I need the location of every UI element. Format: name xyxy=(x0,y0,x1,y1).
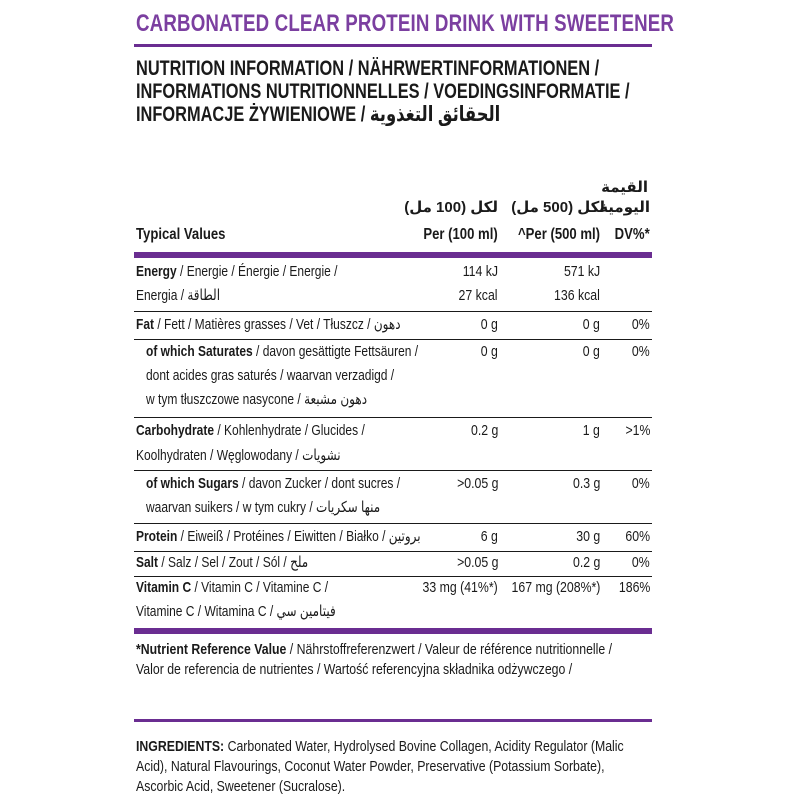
ingredients: INGREDIENTS: Carbonated Water, Hydrolysed Bovine Collagen, Acidity Regulator (Malic Acid), Natural Flavourings, Coconut Water Powder, Preservative (Potassium Sorbate), Ascorbic Acid, Sweetener (Sucralose). xyxy=(136,738,624,795)
row-separator xyxy=(134,523,652,524)
vitamin-c-500: 167 mg (208%*) xyxy=(511,579,600,596)
per100-header: Per (100 ml) xyxy=(423,226,498,243)
heading-line-3: INFORMACJE ŻYWIENIOWE / الحقائق التغذوية xyxy=(136,103,501,126)
energy-kj-100: 114 kJ xyxy=(462,263,498,280)
salt-100: >0.05 g xyxy=(456,554,498,571)
product-title: CARBONATED CLEAR PROTEIN DRINK WITH SWEETENER xyxy=(136,10,675,37)
protein-label: Protein / Eiweiß / Protéines / Eiwitten / Białko / بروتين xyxy=(136,528,421,545)
saturates-label-2: dont acides gras saturés / waarvan verzadigd / xyxy=(146,367,395,384)
heading-line-2: INFORMATIONS NUTRITIONNELLES / VOEDINGSINFORMATIE / xyxy=(136,80,630,103)
protein-dv: 60% xyxy=(625,528,650,545)
protein-500: 30 g xyxy=(576,528,600,545)
sugars-500: 0.3 g xyxy=(572,475,600,492)
dv-arabic-header-1: القيمة xyxy=(601,179,648,196)
fat-dv: 0% xyxy=(632,316,650,333)
per100-arabic-header: لكل (100 مل) xyxy=(404,199,498,216)
energy-kcal-100: 27 kcal xyxy=(459,287,498,304)
saturates-label: of which Saturates / davon gesättigte Fettsäuren / xyxy=(146,343,419,360)
sugars-dv: 0% xyxy=(632,475,650,492)
typical-values-header: Typical Values xyxy=(136,226,226,243)
heading-line-1: NUTRITION INFORMATION / NÄHRWERTINFORMATIONEN / xyxy=(136,57,600,80)
dv-header: DV%* xyxy=(614,226,650,243)
fat-100: 0 g xyxy=(480,316,498,333)
row-separator xyxy=(134,470,652,471)
carbohydrate-label: Carbohydrate / Kohlenhydrate / Glucides / xyxy=(136,422,365,439)
vitamin-c-label-2: Vitamine C / Witamina C / فيتامين سي xyxy=(136,603,336,620)
per500-arabic-header: لكل (500 مل) xyxy=(511,199,605,216)
protein-100: 6 g xyxy=(480,528,498,545)
sugars-100: >0.05 g xyxy=(456,475,498,492)
saturates-500: 0 g xyxy=(582,343,600,360)
vitamin-c-label: Vitamin C / Vitamin C / Vitamine C / xyxy=(136,579,329,596)
nrv-note: *Nutrient Reference Value / Nährstoffreferenzwert / Valeur de référence nutritionnelle / Valor de referencia de nutrientes / Wartość referencyjna składnika odżywczego / xyxy=(136,641,613,678)
carbohydrate-100: 0.2 g xyxy=(470,422,498,439)
carbohydrate-dv: >1% xyxy=(625,422,650,439)
ingredients-rule xyxy=(134,719,652,722)
row-separator xyxy=(134,417,652,418)
salt-label: Salt / Salz / Sel / Zout / Sól / ملح xyxy=(136,554,309,571)
vitamin-c-dv: 186% xyxy=(618,579,650,596)
saturates-dv: 0% xyxy=(632,343,650,360)
title-rule xyxy=(134,44,652,47)
sugars-label-2: waarvan suikers / w tym cukry / منها سكريات xyxy=(146,499,381,516)
dv-arabic-header-2: اليومية xyxy=(599,199,650,216)
fat-500: 0 g xyxy=(582,316,600,333)
energy-label: Energy / Energie / Énergie / Energie / xyxy=(136,263,338,280)
vitamin-c-100: 33 mg (41%*) xyxy=(422,579,498,596)
saturates-100: 0 g xyxy=(480,343,498,360)
energy-kcal-500: 136 kcal xyxy=(554,287,600,304)
salt-500: 0.2 g xyxy=(572,554,600,571)
row-separator xyxy=(134,311,652,312)
row-separator xyxy=(134,576,652,577)
table-header-rule xyxy=(134,252,652,258)
row-separator xyxy=(134,339,652,340)
carbohydrate-500: 1 g xyxy=(582,422,600,439)
row-separator xyxy=(134,551,652,552)
saturates-label-3: w tym tłuszczowe nasycone / دهون مشبعة xyxy=(146,391,368,408)
carbohydrate-label-2: Koolhydraten / Węglowodany / نشويات xyxy=(136,447,341,464)
fat-label: Fat / Fett / Matières grasses / Vet / Tłuszcz / دهون xyxy=(136,316,401,333)
energy-label-2: Energia / الطاقة xyxy=(136,287,221,304)
sugars-label: of which Sugars / davon Zucker / dont sucres / xyxy=(146,475,401,492)
per500-header: ^Per (500 ml) xyxy=(517,226,600,243)
energy-kj-500: 571 kJ xyxy=(563,263,600,280)
nutrition-heading xyxy=(136,57,652,126)
table-footer-rule xyxy=(134,628,652,634)
salt-dv: 0% xyxy=(632,554,650,571)
